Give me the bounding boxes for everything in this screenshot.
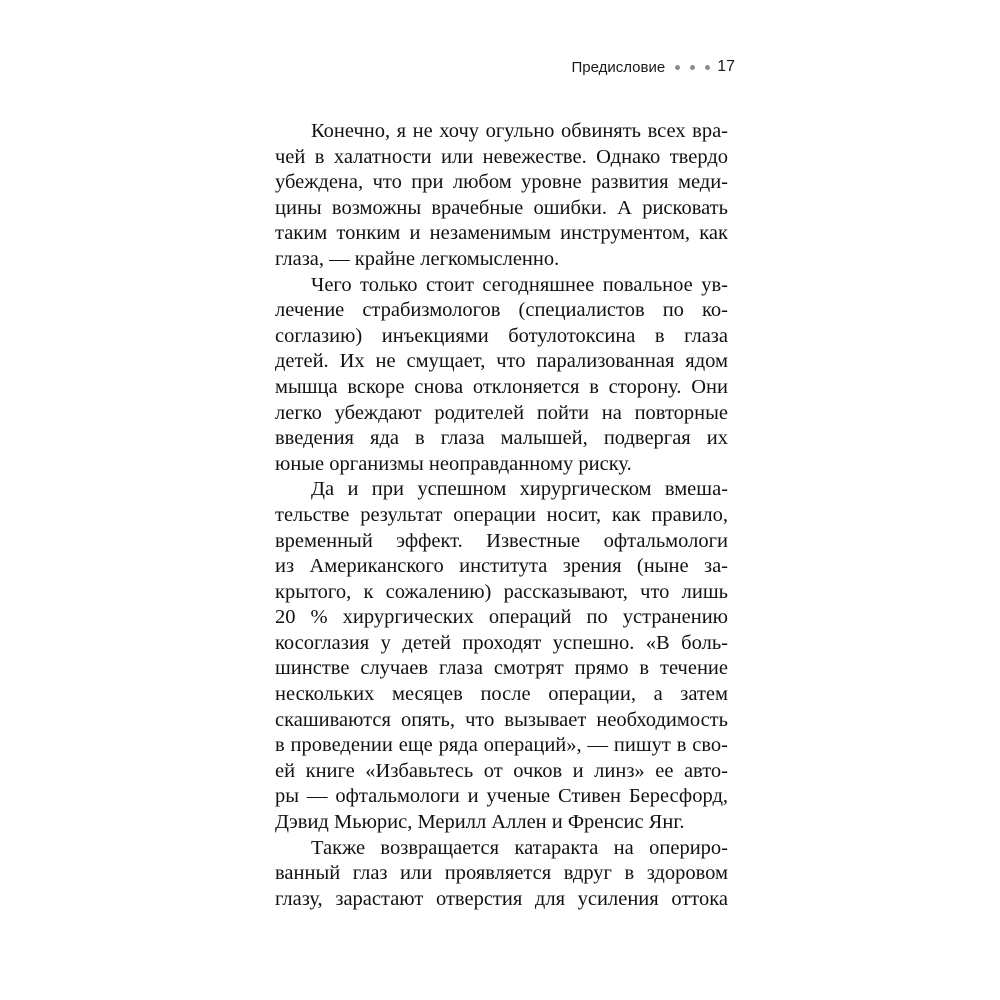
text-line: легко убеждают родителей пойти на повторные xyxy=(275,401,728,424)
text-line: ей книге «Избавьтесь от очков и линз» ее авто- xyxy=(275,759,728,782)
dot-icon xyxy=(690,65,695,70)
text-line: крытого, к сожалению) рассказывают, что лишь xyxy=(275,580,728,603)
text-line: из Американского института зрения (ныне за- xyxy=(275,555,728,578)
text-line: глазу, зарастают отверстия для усиления оттока xyxy=(275,887,728,910)
text-line: временный эффект. Известные офтальмологи xyxy=(275,529,728,552)
text-line: тельстве результат операции носит, как правило, xyxy=(275,503,728,526)
text-line: Дэвид Мьюрис, Мерилл Аллен и Френсис Янг. xyxy=(275,811,685,834)
text-line: соглазию) инъекциями ботулотоксина в глаза xyxy=(275,324,728,347)
text-line: скашиваются опять, что вызывает необходимость xyxy=(275,708,728,731)
text-line: Да и при успешном хирургическом вмеша- xyxy=(311,478,728,501)
text-line: чей в халатности или невежестве. Однако твердо xyxy=(275,145,728,168)
dot-icon xyxy=(675,65,680,70)
section-title: Предисловие xyxy=(571,58,666,76)
text-line: в проведении еще ряда операций», — пишут в сво- xyxy=(275,734,728,757)
text-line: ванный глаз или проявляется вдруг в здоровом xyxy=(275,862,728,885)
text-line: ры — офтальмологи и ученые Стивен Бересфорд, xyxy=(275,785,728,808)
text-line: косоглазия у детей проходят успешно. «В боль- xyxy=(275,631,728,654)
text-line: юные организмы неоправданному риску. xyxy=(275,452,632,475)
text-line: 20 % хирургических операций по устранению xyxy=(275,606,728,629)
text-line: нескольких месяцев после операции, а затем xyxy=(275,683,728,706)
running-head xyxy=(0,58,735,76)
text-line: Конечно, я не хочу огульно обвинять всех вра- xyxy=(311,120,728,142)
text-line: детей. Их не смущает, что парализованная ядом xyxy=(275,350,728,373)
text-line: убеждена, что при любом уровне развития меди- xyxy=(275,171,728,194)
dot-icon xyxy=(705,65,710,70)
text-line: Чего только стоит сегодняшнее повальное ув- xyxy=(311,273,728,296)
text-line: мышца вскоре снова отклоняется в сторону. Они xyxy=(275,375,728,398)
text-line: таким тонким и незаменимым инструментом, как xyxy=(275,222,728,245)
text-line: глаза, — крайне легкомысленно. xyxy=(275,247,560,270)
separator-dots xyxy=(675,65,710,70)
text-line: введения яда в глаза малышей, подвергая их xyxy=(275,427,728,450)
text-line: лечение страбизмологов (специалистов по ко- xyxy=(275,299,728,322)
page-number: 17 xyxy=(717,58,735,75)
text-line: шинстве случаев глаза смотрят прямо в течение xyxy=(275,657,728,680)
text-line: цины возможны врачебные ошибки. А рисковать xyxy=(275,196,728,219)
text-line: Также возвращается катаракта на опериро- xyxy=(311,836,728,859)
body-text xyxy=(275,119,728,912)
